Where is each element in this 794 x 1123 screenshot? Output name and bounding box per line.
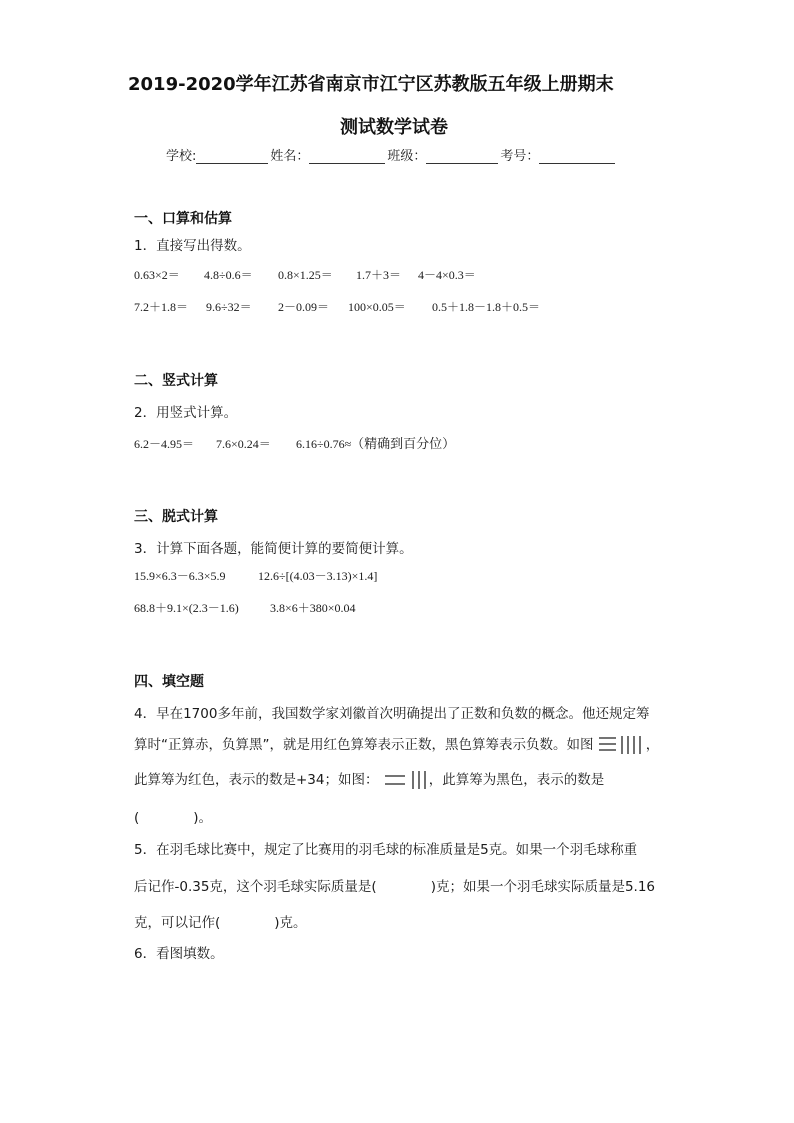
q2-expr: 6.2－4.95＝ <box>134 437 195 451</box>
counting-rod-red-icon <box>598 734 646 756</box>
section-heading-2: 二、竖式计算 <box>134 373 218 389</box>
q4-text: ， <box>645 737 660 753</box>
q1-row-2 <box>134 298 540 315</box>
q4-text: ，此算筹为黑色，表示的数是 <box>428 772 605 788</box>
q4-text: 算时“正算赤，负算黑”，就是用红色算筹表示正数，黑色算筹表示负数。如图 <box>134 737 594 753</box>
q2-row-1 <box>134 433 455 452</box>
q1-row-1 <box>134 266 476 283</box>
q4-text: 此算筹为红色，表示的数是+34；如图： <box>134 772 379 788</box>
q3-expr: 68.8＋9.1×(2.3－1.6) <box>134 601 239 615</box>
q1-expr: 0.63×2＝ <box>134 268 180 282</box>
section-heading-4: 四、填空题 <box>134 674 204 690</box>
q3-expr: 15.9×6.3－6.3×5.9 <box>134 569 226 583</box>
section-heading-1: 一、口算和估算 <box>134 211 232 227</box>
class-label: 班级： <box>387 149 427 164</box>
question-3-prompt: 3．计算下面各题，能简便计算的要简便计算。 <box>134 541 413 557</box>
page-title-line1: 2019-2020学年江苏省南京市江宁区苏教版五年级上册期末 <box>128 74 614 95</box>
q1-expr: 0.5＋1.8－1.8＋0.5＝ <box>432 300 541 314</box>
q1-expr: 9.6÷32＝ <box>206 300 252 314</box>
question-4-line-1: 4．早在1700多年前，我国数学家刘徽首次明确提出了正数和负数的概念。他还规定筹 <box>134 706 650 722</box>
name-blank <box>309 149 385 164</box>
question-4-answer-blank: ( )。 <box>134 810 213 826</box>
number-blank <box>539 149 615 164</box>
q3-expr: 3.8×6＋380×0.04 <box>270 601 356 615</box>
q3-row-1 <box>134 567 377 584</box>
class-blank <box>426 149 498 164</box>
page-title-line2: 测试数学试卷 <box>340 117 448 138</box>
question-6-prompt: 6．看图填数。 <box>134 946 224 962</box>
name-label: 姓名： <box>270 149 310 164</box>
number-label: 考号： <box>500 149 540 164</box>
school-blank <box>196 149 268 164</box>
q2-expr: 6.16÷0.76≈ <box>296 437 352 451</box>
q2-expr: 7.6×0.24＝ <box>216 437 271 451</box>
student-info-line <box>166 145 617 164</box>
section-heading-3: 三、脱式计算 <box>134 509 218 525</box>
q1-expr: 4.8÷0.6＝ <box>204 268 253 282</box>
question-1-prompt: 1．直接写出得数。 <box>134 238 251 254</box>
q1-expr: 2－0.09＝ <box>278 300 330 314</box>
counting-rod-black-icon <box>383 769 429 791</box>
q1-expr: 1.7＋3＝ <box>356 268 402 282</box>
question-4-line-3 <box>134 768 604 791</box>
question-2-prompt: 2．用竖式计算。 <box>134 405 238 421</box>
school-label: 学校: <box>166 149 197 164</box>
question-5-line-3: 克，可以记作( )克。 <box>134 915 307 931</box>
q1-expr: 7.2＋1.8＝ <box>134 300 189 314</box>
q1-expr: 0.8×1.25＝ <box>278 268 333 282</box>
q1-expr: 4－4×0.3＝ <box>418 268 476 282</box>
q3-expr: 12.6÷[(4.03－3.13)×1.4] <box>258 569 378 583</box>
q1-expr: 100×0.05＝ <box>348 300 406 314</box>
question-4-line-2 <box>134 733 659 756</box>
question-5-line-2: 后记作-0.35克，这个羽毛球实际质量是( )克；如果一个羽毛球实际质量是5.16 <box>134 879 656 895</box>
q2-note: （精确到百分位） <box>351 437 456 452</box>
question-5-line-1: 5．在羽毛球比赛中，规定了比赛用的羽毛球的标准质量是5克。如果一个羽毛球称重 <box>134 842 638 858</box>
q3-row-2 <box>134 599 356 616</box>
